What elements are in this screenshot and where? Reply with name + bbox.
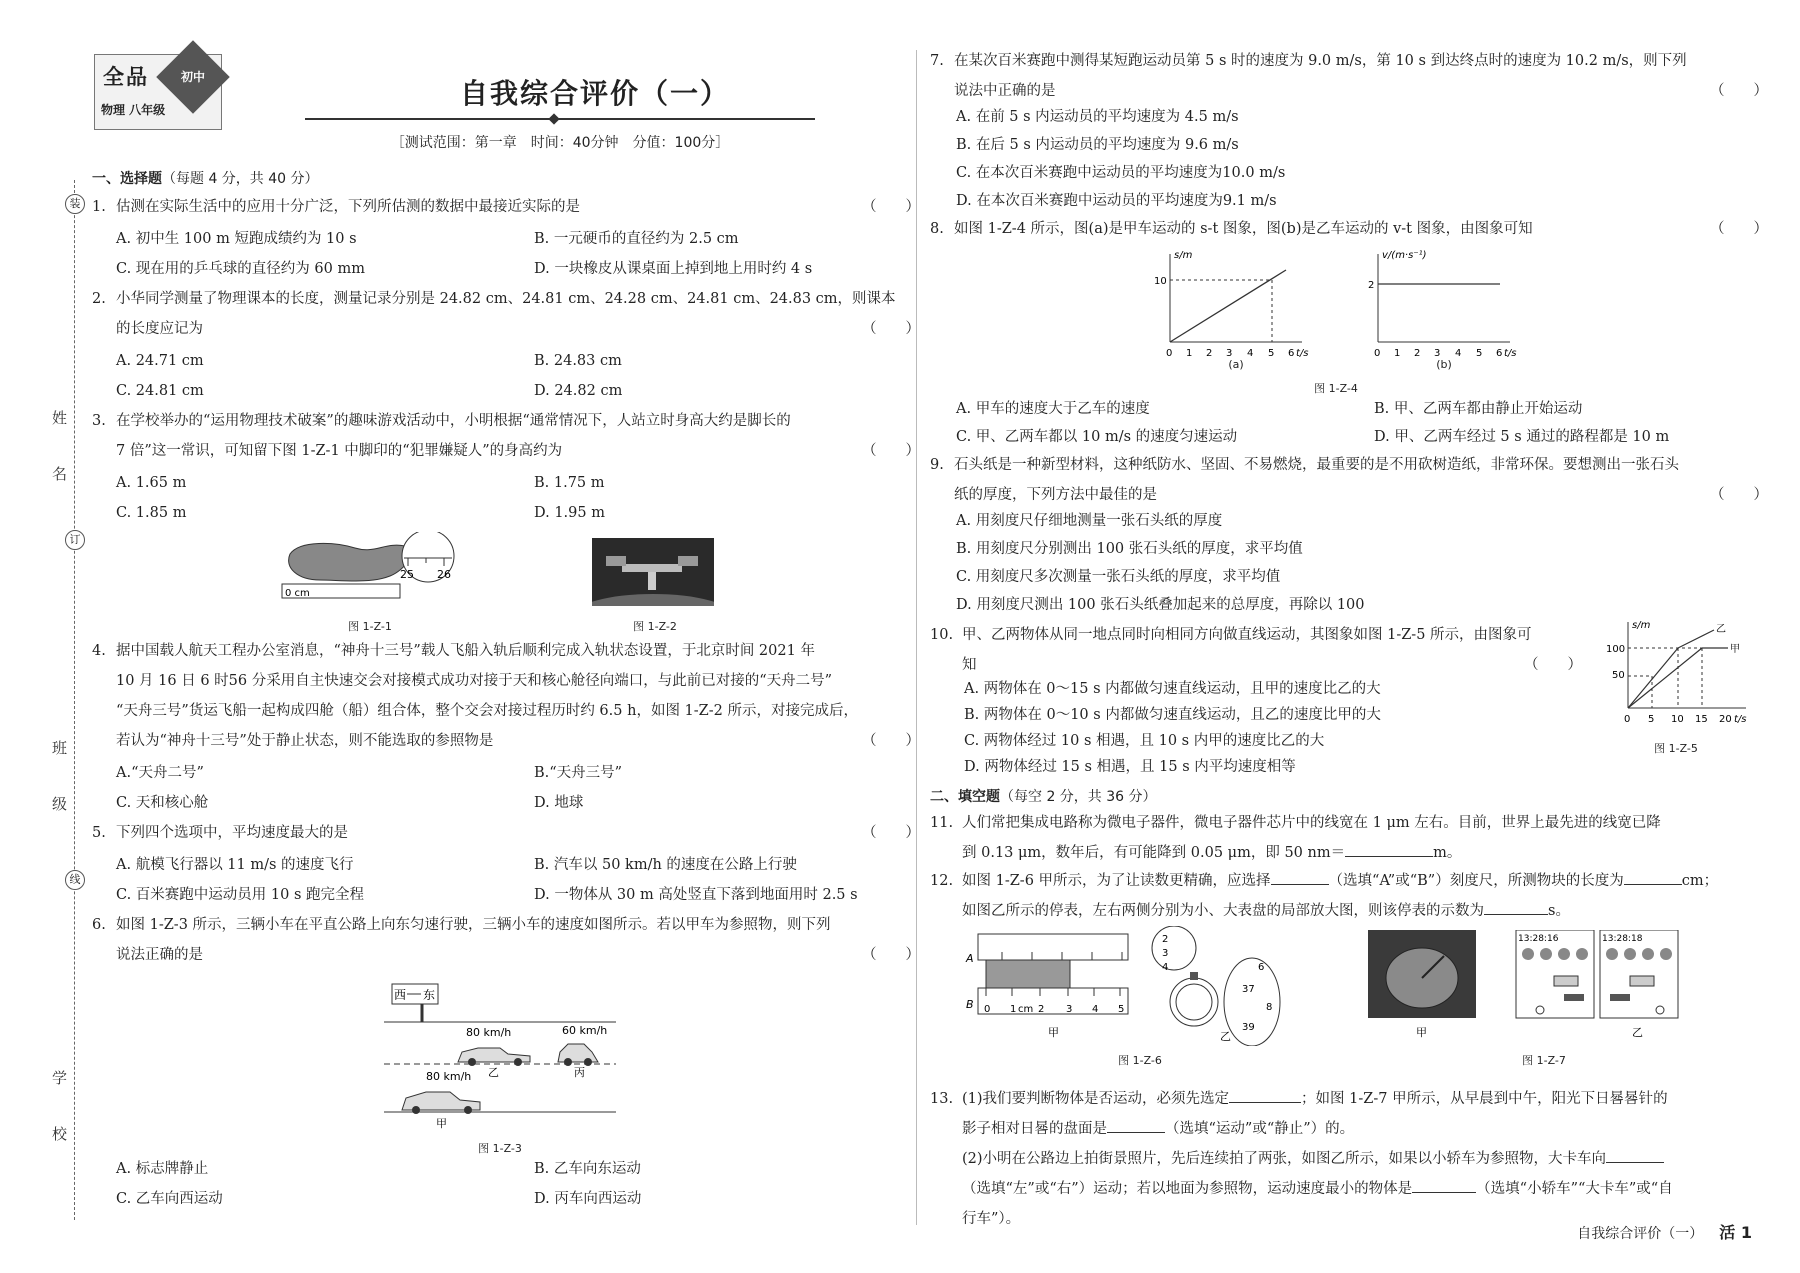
option-b[interactable]: B. 在后 5 s 内运动员的平均速度为 9.6 m/s — [956, 137, 1239, 153]
question-text: 知 — [962, 657, 977, 673]
question-number: 11. — [930, 815, 954, 831]
option-c[interactable]: C. 1.85 m — [116, 505, 187, 521]
docked-ship — [648, 572, 656, 590]
option-d[interactable]: D. 丙车向西运动 — [534, 1191, 642, 1207]
tree — [1642, 948, 1654, 960]
answer-paren[interactable]: （ ） — [1710, 221, 1768, 237]
question-11 — [930, 808, 1752, 868]
graph-x-tick: 5 — [1648, 714, 1655, 725]
answer-blank[interactable] — [1345, 842, 1433, 857]
question-12 — [930, 866, 1752, 926]
answer-paren[interactable]: （ ） — [1710, 83, 1768, 99]
option-c[interactable]: C. 两物体经过 10 s 相遇，且 10 s 内甲的速度比乙的大 — [964, 733, 1325, 749]
series-label-jia: 甲 — [1730, 644, 1740, 655]
school-label: 学 校 — [50, 1070, 68, 1159]
margin-circle: 线 — [65, 870, 85, 890]
footer-label: 自我综合评价（一） — [1577, 1226, 1704, 1242]
answer-paren[interactable]: （ ） — [862, 199, 920, 215]
section-fill-heading — [930, 786, 1157, 806]
question-text: m。 — [1433, 845, 1462, 861]
question-text: （选填“A”或“B”）刻度尺，所测物块的长度为 — [1328, 873, 1624, 889]
option-d[interactable]: D. 一块橡皮从课桌面上掉到地上用时约 4 s — [534, 261, 813, 277]
question-text: （选填“运动”或“静止”）的。 — [1165, 1121, 1355, 1137]
question-text: s。 — [1548, 903, 1570, 919]
question-text: 行车”）。 — [962, 1211, 1021, 1227]
option-c[interactable]: C. 24.81 cm — [116, 383, 204, 399]
answer-blank[interactable] — [1606, 1148, 1664, 1163]
section-choice-heading — [92, 168, 319, 188]
car-2 — [1610, 994, 1630, 1001]
truck-1 — [1554, 976, 1578, 986]
question-8 — [930, 214, 1768, 244]
question-number: 2. — [92, 291, 106, 307]
ruler-b-tick: 4 — [1092, 1004, 1099, 1015]
question-number: 12. — [930, 873, 954, 889]
series-label-yi: 乙 — [1716, 624, 1726, 635]
class-label: 班 级 — [50, 740, 68, 829]
question-1 — [92, 192, 920, 222]
answer-blank[interactable] — [1229, 1088, 1301, 1103]
photo-1-time: 13:28:16 — [1518, 934, 1559, 944]
tree — [1558, 948, 1570, 960]
graph-b-label: (b) — [1436, 358, 1452, 371]
question-text: cm； — [1681, 873, 1719, 889]
figure-caption: 图 1-Z-7 — [1522, 1054, 1566, 1067]
option-d[interactable]: D. 在本次百米赛跑中运动员的平均速度为9.1 m/s — [956, 193, 1277, 209]
station-module — [622, 564, 682, 572]
graph-a-x-tick: 4 — [1247, 348, 1254, 359]
question-text: 甲、乙两物体从同一地点同时向相同方向做直线运动，其图象如图 1-Z-5 所示，由图象可 — [962, 627, 1532, 643]
answer-paren[interactable]: （ ） — [862, 947, 920, 963]
tree — [1522, 948, 1534, 960]
question-number: 1. — [92, 199, 106, 215]
question-text: 说法正确的是 — [116, 947, 203, 963]
question-text: 如图 1-Z-4 所示，图(a)是甲车运动的 s-t 图象，图(b)是乙车运动的 v-t 图象，由图象可知 — [954, 221, 1533, 237]
ruler-b-label: B — [966, 998, 974, 1011]
graph-y-tick: 100 — [1606, 644, 1626, 655]
answer-blank[interactable] — [1271, 870, 1329, 885]
tree — [1624, 948, 1636, 960]
option-c[interactable]: C. 甲、乙两车都以 10 m/s 的速度匀速运动 — [956, 429, 1238, 445]
large-dial-tick: 39 — [1242, 1022, 1255, 1033]
question-text: 若认为“神舟十三号”处于静止状态，则不能选取的参照物是 — [116, 733, 494, 749]
question-text: 纸的厚度，下列方法中最佳的是 — [954, 487, 1157, 503]
answer-paren[interactable]: （ ） — [1524, 657, 1582, 673]
figure-caption: 图 1-Z-2 — [633, 620, 677, 633]
page-number: 活 1 — [1719, 1223, 1752, 1242]
answer-paren[interactable]: （ ） — [1710, 487, 1768, 503]
question-number: 6. — [92, 917, 106, 933]
graph-b-x-label: t/s — [1504, 348, 1517, 359]
figure-motion-graphs — [1150, 246, 1530, 366]
option-a[interactable]: A. 甲车的速度大于乙车的速度 — [956, 401, 1150, 417]
option-b[interactable]: B. 乙车向东运动 — [534, 1161, 641, 1177]
option-d[interactable]: D. 两物体经过 15 s 相遇，且 15 s 内平均速度相等 — [964, 759, 1296, 775]
graph-b-y-label: v/(m·s⁻¹) — [1382, 250, 1427, 261]
figure-sub-label-jia: 甲 — [1416, 1026, 1427, 1039]
brand-name: 全品 — [103, 65, 149, 89]
car-1 — [1564, 994, 1584, 1001]
graph-b-x-tick: 4 — [1455, 348, 1462, 359]
speed-jia: 80 km/h — [426, 1070, 472, 1083]
speed-yi: 80 km/h — [466, 1026, 512, 1039]
binding-line — [74, 180, 75, 1220]
tree — [1576, 948, 1588, 960]
page-title: 自我综合评价（一） — [459, 77, 730, 110]
question-number: 5. — [92, 825, 106, 841]
wheel — [464, 1106, 472, 1114]
question-number: 8. — [930, 221, 944, 237]
option-a[interactable]: A. 用刻度尺仔细地测量一张石头纸的厚度 — [956, 513, 1223, 529]
option-c[interactable]: C. 乙车向西运动 — [116, 1191, 223, 1207]
figure-caption: 图 1-Z-3 — [478, 1142, 522, 1155]
ruler-b-tick: 1 — [1010, 1004, 1017, 1015]
graph-line-yi — [1628, 648, 1678, 708]
option-a[interactable]: A.“天舟二号” — [116, 765, 204, 781]
option-a[interactable]: A. 初中生 100 m 短跑成绩约为 10 s — [116, 231, 357, 247]
question-number: 4. — [92, 643, 106, 659]
page-footer — [1577, 1220, 1752, 1243]
option-b[interactable]: B.“天舟三号” — [534, 765, 623, 781]
option-a[interactable]: A. 在前 5 s 内运动员的平均速度为 4.5 m/s — [956, 109, 1239, 125]
ruler-b-tick: 3 — [1066, 1004, 1073, 1015]
question-text: ；如图 1-Z-7 甲所示，从早晨到中午，阳光下日晷晷针的 — [1301, 1091, 1668, 1107]
answer-blank[interactable] — [1624, 870, 1682, 885]
stopwatch-body — [1170, 978, 1218, 1026]
option-d[interactable]: D. 一物体从 30 m 高处竖直下落到地面用时 2.5 s — [534, 887, 858, 903]
footprint-shape — [289, 543, 412, 581]
solar-panel — [678, 556, 698, 566]
graph-x-tick: 10 — [1671, 714, 1684, 725]
figure-space-station — [592, 538, 714, 606]
graph-a-line — [1170, 270, 1286, 342]
title-rule — [305, 118, 815, 120]
subject-grade: 物理 八年级 — [101, 103, 166, 117]
level-flag — [156, 40, 230, 114]
binding-margin — [48, 180, 88, 1220]
section-label: 二、填空题 — [930, 789, 1000, 805]
large-dial-tick: 37 — [1242, 984, 1255, 995]
speed-bing: 60 km/h — [562, 1024, 608, 1037]
graph-b-x-tick: 0 — [1374, 348, 1381, 359]
question-text: 如图 1-Z-6 甲所示，为了让读数更精确，应选择 — [962, 873, 1271, 889]
car-jia-label: 甲 — [436, 1117, 447, 1130]
graph-x-tick: 0 — [1624, 714, 1631, 725]
option-d[interactable]: D. 地球 — [534, 795, 584, 811]
question-text: 10 月 16 日 6 时56 分采用自主快速交会对接模式成功对接于天和核心舱径向端口，与此前已对接的“天舟二号” — [116, 673, 833, 689]
question-text: 7 倍”这一常识，可知留下图 1-Z-1 中脚印的“犯罪嫌疑人”的身高约为 — [116, 443, 563, 459]
small-dial-tick: 4 — [1162, 962, 1169, 973]
large-dial-tick: 8 — [1266, 1002, 1273, 1013]
graph-a-x-tick: 1 — [1186, 348, 1193, 359]
figure-st-graph — [1606, 616, 1756, 736]
margin-circle: 订 — [65, 530, 85, 550]
wheel — [468, 1058, 476, 1066]
test-scope: ［测试范围：第一章 时间：40分钟 分值：100分］ — [390, 135, 730, 151]
graph-x-label: t/s — [1734, 714, 1747, 725]
question-text: (1)我们要判断物体是否运动，必须先选定 — [962, 1091, 1230, 1107]
small-dial-tick: 3 — [1162, 948, 1169, 959]
figure-caption: 图 1-Z-6 — [1118, 1054, 1162, 1067]
answer-blank[interactable] — [1107, 1118, 1165, 1133]
column-divider — [916, 50, 917, 1225]
section-note: （每空 2 分，共 36 分） — [1000, 789, 1157, 805]
ruler-b-unit: cm — [1018, 1004, 1034, 1015]
question-text: 的长度应记为 — [116, 321, 203, 337]
ruler-a — [978, 934, 1128, 960]
option-c[interactable]: C. 现在用的乒乓球的直径约为 60 mm — [116, 261, 365, 277]
east-label: 东 — [423, 988, 436, 1002]
question-13 — [930, 1084, 1752, 1234]
graph-a-y-tick: 10 — [1154, 276, 1167, 287]
question-2 — [92, 284, 920, 344]
question-text: 在某次百米赛跑中测得某短跑运动员第 5 s 时的速度为 9.0 m/s，第 10 s 到达终点时的速度为 10.2 m/s，则下列 — [954, 53, 1687, 69]
graph-a-label: (a) — [1228, 358, 1244, 371]
graph-b-x-tick: 1 — [1394, 348, 1401, 359]
option-a[interactable]: A. 24.71 cm — [116, 353, 204, 369]
ruler-b-tick: 2 — [1038, 1004, 1045, 1015]
section-note: （每题 4 分，共 40 分） — [162, 171, 319, 187]
truck-2 — [1630, 976, 1654, 986]
answer-paren[interactable]: （ ） — [862, 443, 920, 459]
photo-2-time: 13:28:18 — [1602, 934, 1643, 944]
option-b[interactable]: B. 1.75 m — [534, 475, 605, 491]
small-dial-tick: 2 — [1162, 934, 1169, 945]
question-text: 如图乙所示的停表，左右两侧分别为小、大表盘的局部放大图，则该停表的示数为 — [962, 903, 1484, 919]
magnifier-label-25: 25 — [400, 568, 414, 581]
graph-b-y-tick: 2 — [1368, 280, 1375, 291]
wheel — [584, 1058, 592, 1066]
option-b[interactable]: B. 24.83 cm — [534, 353, 622, 369]
option-d[interactable]: D. 用刻度尺测出 100 张石头纸叠加起来的总厚度，再除以 100 — [956, 597, 1365, 613]
graph-y-label: s/m — [1632, 620, 1651, 631]
question-4 — [92, 636, 920, 756]
question-text: 估测在实际生活中的应用十分广泛，下列所估测的数据中最接近实际的是 — [116, 199, 580, 215]
question-number: 9. — [930, 457, 944, 473]
option-b[interactable]: B. 用刻度尺分别测出 100 张石头纸的厚度，求平均值 — [956, 541, 1303, 557]
large-dial-tick: 6 — [1258, 962, 1265, 973]
graph-b-x-tick: 3 — [1434, 348, 1441, 359]
question-text: (2)小明在公路边上拍街景照片，先后连续拍了两张，如图乙所示，如果以小轿车为参照物，大卡车向 — [962, 1151, 1607, 1167]
magnifier-label-26: 26 — [437, 568, 451, 581]
figure-sub-label-jia: 甲 — [1048, 1026, 1059, 1039]
graph-x-tick: 20 — [1719, 714, 1732, 725]
figure-sub-label-yi: 乙 — [1220, 1030, 1231, 1043]
question-10 — [930, 620, 1590, 680]
section-label: 一、选择题 — [92, 171, 162, 187]
figure-road-cars — [380, 980, 620, 1130]
figure-sub-label-yi: 乙 — [1632, 1026, 1643, 1039]
figure-caption: 图 1-Z-4 — [1314, 382, 1358, 395]
option-d[interactable]: D. 24.82 cm — [534, 383, 623, 399]
figure-caption: 图 1-Z-1 — [348, 620, 392, 633]
question-3 — [92, 406, 920, 466]
answer-paren[interactable]: （ ） — [862, 825, 920, 841]
figure-footprint — [280, 532, 470, 608]
wheel — [564, 1058, 572, 1066]
tree — [1606, 948, 1618, 960]
question-text: 影子相对日晷的盘面是 — [962, 1121, 1107, 1137]
ruler-a-label: A — [966, 952, 974, 965]
question-number: 7. — [930, 53, 944, 69]
ruler-b-tick: 0 — [984, 1004, 991, 1015]
question-text: （选填“左”或“右”）运动；若以地面为参照物，运动速度最小的物体是 — [962, 1181, 1413, 1197]
question-number: 13. — [930, 1091, 954, 1107]
graph-a-x-tick: 5 — [1268, 348, 1275, 359]
option-d[interactable]: D. 1.95 m — [534, 505, 605, 521]
question-text: 如图 1-Z-3 所示，三辆小车在平直公路上向东匀速行驶，三辆小车的速度如图所示。若以甲车为参照物，则下列 — [116, 917, 831, 933]
figure-caption: 图 1-Z-5 — [1654, 742, 1698, 755]
graph-a-x-tick: 3 — [1226, 348, 1233, 359]
question-text: 说法中正确的是 — [954, 83, 1056, 99]
car-yi-label: 乙 — [488, 1066, 499, 1079]
option-a[interactable]: A. 两物体在 0～15 s 内都做匀速直线运动，且甲的速度比乙的大 — [964, 681, 1381, 697]
answer-paren[interactable]: （ ） — [862, 733, 920, 749]
question-text: 下列四个选项中，平均速度最大的是 — [116, 825, 348, 841]
brand-badge — [94, 54, 222, 130]
option-b[interactable]: B. 两物体在 0～10 s 内都做匀速直线运动，且乙的速度比甲的大 — [964, 707, 1381, 723]
graph-y-tick: 50 — [1612, 670, 1625, 681]
graph-a-x-tick: 6 — [1288, 348, 1295, 359]
option-a[interactable]: A. 1.65 m — [116, 475, 187, 491]
question-text: 据中国载人航天工程办公室消息，“神舟十三号”载人飞船入轨后顺利完成入轨状态设置，于北京时间 2021 年 — [116, 643, 815, 659]
question-6 — [92, 910, 920, 970]
wheel — [412, 1106, 420, 1114]
option-b[interactable]: B. 甲、乙两车都由静止开始运动 — [1374, 401, 1583, 417]
solar-panel — [606, 556, 626, 566]
tree — [1540, 948, 1552, 960]
title-rule-diamond — [548, 113, 559, 124]
option-a[interactable]: A. 航模飞行器以 11 m/s 的速度飞行 — [116, 857, 354, 873]
option-b[interactable]: B. 一元硬币的直径约为 2.5 cm — [534, 231, 739, 247]
graph-line-jia — [1628, 648, 1702, 708]
option-c[interactable]: C. 用刻度尺多次测量一张石头纸的厚度，求平均值 — [956, 569, 1281, 585]
question-text: 人们常把集成电路称为微电子器件，微电子器件芯片中的线宽在 1 μm 左右。目前，世界上最先进的线宽已降 — [962, 815, 1661, 831]
name-label: 姓 名 — [50, 410, 68, 499]
graph-a-x-tick: 0 — [1166, 348, 1173, 359]
figure-sundial-street — [1368, 930, 1680, 1042]
option-a[interactable]: A. 标志牌静止 — [116, 1161, 209, 1177]
graph-a-y-label: s/m — [1174, 250, 1193, 261]
question-text: 在学校举办的“运用物理技术破案”的趣味游戏活动中，小明根据“通常情况下，人站立时身高大约是脚长的 — [116, 413, 791, 429]
question-text: 石头纸是一种新型材料，这种纸防水、坚固、不易燃烧，最重要的是不用砍树造纸，非常环保。要想测出一张石头 — [954, 457, 1679, 473]
graph-b-x-tick: 6 — [1496, 348, 1503, 359]
question-text: （选填“小轿车”“大卡车”或“自 — [1476, 1181, 1673, 1197]
question-text: 到 0.13 μm，数年后，有可能降到 0.05 μm，即 50 nm＝ — [962, 845, 1346, 861]
wheel — [514, 1058, 522, 1066]
small-dial-zoom — [1152, 926, 1196, 970]
stopwatch-button — [1190, 972, 1198, 980]
graph-a-x-tick: 2 — [1206, 348, 1213, 359]
level-flag-text: 初中 — [180, 69, 206, 84]
answer-paren[interactable]: （ ） — [862, 321, 920, 337]
question-9 — [930, 450, 1768, 510]
question-text: “天舟三号”货运飞船一起构成四舱（船）组合体，整个交会对接过程历时约 6.5 h，如图 1-Z-2 所示，对接完成后， — [116, 703, 858, 719]
graph-line-yi — [1678, 630, 1714, 648]
graph-b-x-tick: 5 — [1476, 348, 1483, 359]
answer-blank[interactable] — [1484, 900, 1548, 915]
option-c[interactable]: C. 天和核心舱 — [116, 795, 209, 811]
option-c[interactable]: C. 在本次百米赛跑中运动员的平均速度为10.0 m/s — [956, 165, 1286, 181]
graph-x-tick: 15 — [1695, 714, 1708, 725]
car-bing-label: 丙 — [574, 1066, 585, 1079]
measured-block — [986, 960, 1070, 988]
tree — [1660, 948, 1672, 960]
option-d[interactable]: D. 甲、乙两车经过 5 s 通过的路程都是 10 m — [1374, 429, 1670, 445]
ruler-b-tick: 5 — [1118, 1004, 1125, 1015]
figure-rulers-stopwatch — [962, 926, 1284, 1046]
ruler-zero-label: 0 cm — [285, 588, 310, 599]
question-text: 小华同学测量了物理课本的长度，测量记录分别是 24.82 cm、24.81 cm、24.28 cm、24.81 cm、24.83 cm，则课本 — [116, 291, 896, 307]
answer-blank[interactable] — [1412, 1178, 1476, 1193]
question-number: 3. — [92, 413, 106, 429]
graph-b-x-tick: 2 — [1414, 348, 1421, 359]
question-number: 10. — [930, 627, 954, 643]
margin-circle: 装 — [65, 194, 85, 214]
question-7 — [930, 46, 1768, 106]
street-trees — [1522, 948, 1672, 960]
question-5 — [92, 818, 920, 848]
graph-a-x-label: t/s — [1296, 348, 1309, 359]
ruler-b — [978, 988, 1128, 1014]
option-c[interactable]: C. 百米赛跑中运动员用 10 s 跑完全程 — [116, 887, 365, 903]
car-bing — [558, 1044, 598, 1062]
option-b[interactable]: B. 汽车以 50 km/h 的速度在公路上行驶 — [534, 857, 797, 873]
west-label: 西 — [394, 988, 407, 1002]
